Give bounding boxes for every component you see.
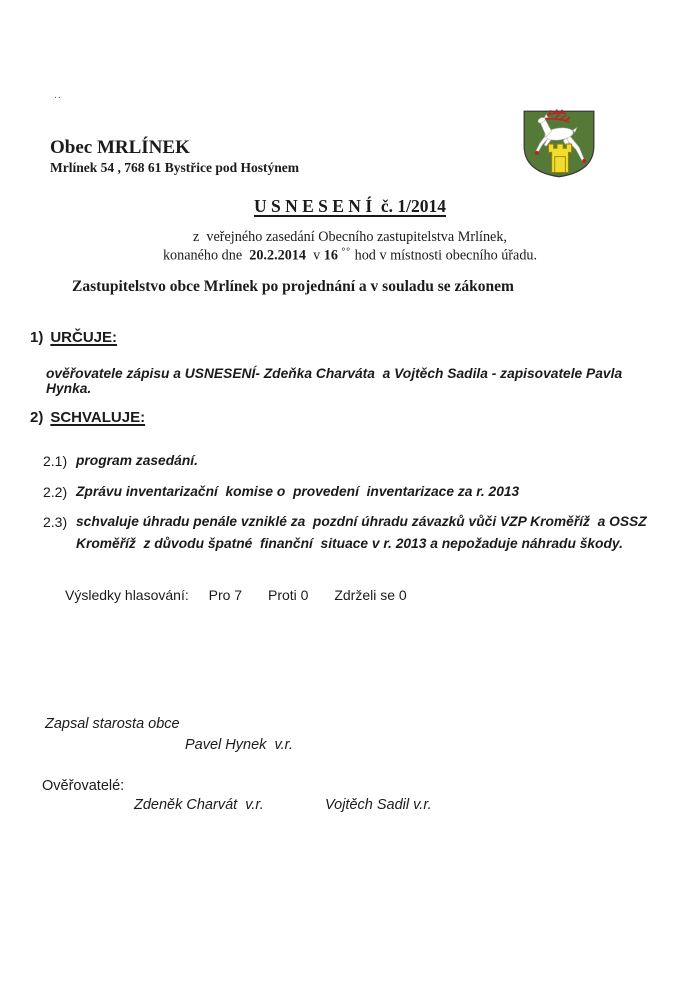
intro-line-1: z veřejného zasedání Obecního zastupitelstva Mrlínek, xyxy=(193,229,507,245)
municipal-coat-of-arms-icon xyxy=(521,109,597,181)
section-2-heading-text: SCHVALUJE: xyxy=(50,409,146,426)
municipality-address: Mrlínek 54 , 768 61 Bystřice pod Hostýnem xyxy=(50,160,299,175)
document-title-text: U S N E S E N Í č. 1/2014 xyxy=(253,196,447,216)
verifier-1-signature: Zdeněk Charvát v.r. xyxy=(134,797,264,813)
intro-line-2-prefix: konaného dne xyxy=(162,247,250,264)
section-2-heading xyxy=(30,409,145,426)
scan-artifact-mark: .. xyxy=(54,91,62,101)
section-2-number: 2) xyxy=(30,409,44,426)
resolution-item xyxy=(43,511,664,555)
intro-line-2-mid: v xyxy=(305,247,324,264)
votes-abstained: Zdrželi se 0 xyxy=(334,587,407,603)
section-1-body: ověřovatele zápisu a USNESENÍ- Zdeňka Charváta a Vojtěch Sadila - zapisovatele Pavla Hynka. xyxy=(46,366,626,396)
meeting-date: 20.2.2014 xyxy=(249,247,306,264)
item-text: schvaluje úhradu penále vzniklé za pozdní úhradu závazků vůči VZP Kroměříž a OSSZ Kroměříž z důvodu špatné finanční situace v r. 2013 a nepožaduje náhradu škody. xyxy=(76,514,651,551)
votes-for: Pro 7 xyxy=(208,587,243,603)
recorder-label: Zapsal starosta obce xyxy=(45,716,180,732)
meeting-time: 16 xyxy=(323,247,342,264)
section-1-heading xyxy=(30,329,117,346)
document-header xyxy=(50,137,299,176)
council-statement: Zastupitelstvo obce Mrlínek po projednání a v souladu se zákonem xyxy=(72,278,514,295)
municipality-name: Obec MRLÍNEK xyxy=(50,137,190,158)
item-text: Zprávu inventarizační komise o provedení inventarizace za r. 2013 xyxy=(76,484,520,499)
intro-line-2 xyxy=(0,247,700,265)
item-number: 2.2) xyxy=(43,484,68,500)
verifiers-label: Ověřovatelé: xyxy=(42,778,125,794)
item-text: program zasedání. xyxy=(76,453,198,468)
meeting-time-superscript: °° xyxy=(341,247,352,257)
document-title xyxy=(0,196,700,217)
voting-results xyxy=(65,587,429,603)
intro-line-2-suffix: hod v místnosti obecního úřadu. xyxy=(351,247,538,264)
votes-against: Proti 0 xyxy=(267,587,309,603)
recorder-signature: Pavel Hynek v.r. xyxy=(185,737,293,753)
section-1-heading-text: URČUJE: xyxy=(50,329,118,346)
section-1-number: 1) xyxy=(30,329,44,346)
item-number: 2.1) xyxy=(43,453,68,469)
item-number: 2.3) xyxy=(43,514,68,530)
verifier-2-signature: Vojtěch Sadil v.r. xyxy=(325,797,432,813)
resolution-item xyxy=(43,481,519,503)
voting-results-label: Výsledky hlasování: xyxy=(65,587,189,603)
resolution-item xyxy=(43,450,198,472)
